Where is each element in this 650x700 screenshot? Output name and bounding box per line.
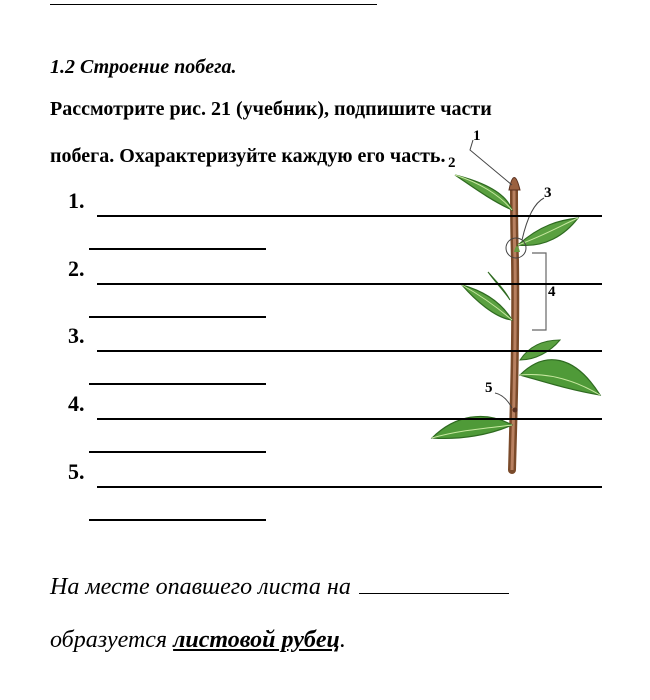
question-number: 5. [68, 459, 85, 484]
question-number: 1. [68, 188, 85, 213]
fill-answer: листовой рубец [173, 627, 340, 653]
figure-label-1: 1 [473, 128, 481, 144]
figure-label-4: 4 [548, 284, 556, 300]
answer-line[interactable] [97, 486, 602, 488]
answer-line[interactable] [97, 350, 602, 352]
question-item-1 [0, 188, 650, 258]
question-item-3 [0, 323, 650, 393]
figure-label-2: 2 [448, 155, 456, 171]
question-number: 3. [68, 323, 85, 348]
question-number: 2. [68, 256, 85, 281]
top-rule [50, 4, 377, 5]
answer-line[interactable] [97, 418, 602, 420]
question-item-5 [0, 459, 650, 529]
question-item-2 [0, 256, 650, 326]
answer-line[interactable] [89, 451, 266, 453]
fill-sentence-line-2 [50, 627, 346, 654]
answer-line[interactable] [89, 519, 266, 521]
fill-sentence-text: образуется [50, 627, 168, 653]
answer-line[interactable] [97, 283, 602, 285]
fill-sentence-line-1 [50, 574, 509, 601]
instruction-line-1: Рассмотрите рис. 21 (учебник), подпишите части [50, 98, 492, 120]
instruction-line-2: побега. Охарактеризуйте каждую его часть. [50, 145, 446, 167]
answer-line[interactable] [89, 316, 266, 318]
figure-label-5: 5 [485, 380, 493, 396]
section-heading: 1.2 Строение побега. [50, 56, 237, 78]
question-number: 4. [68, 391, 85, 416]
answer-line[interactable] [89, 383, 266, 385]
answer-line[interactable] [89, 248, 266, 250]
figure-label-3: 3 [544, 185, 552, 201]
fill-sentence-end: . [339, 627, 346, 653]
answer-line[interactable] [97, 215, 602, 217]
fill-blank[interactable] [359, 575, 509, 594]
fill-sentence-text: На месте опавшего листа на [50, 574, 351, 600]
question-item-4 [0, 391, 650, 461]
